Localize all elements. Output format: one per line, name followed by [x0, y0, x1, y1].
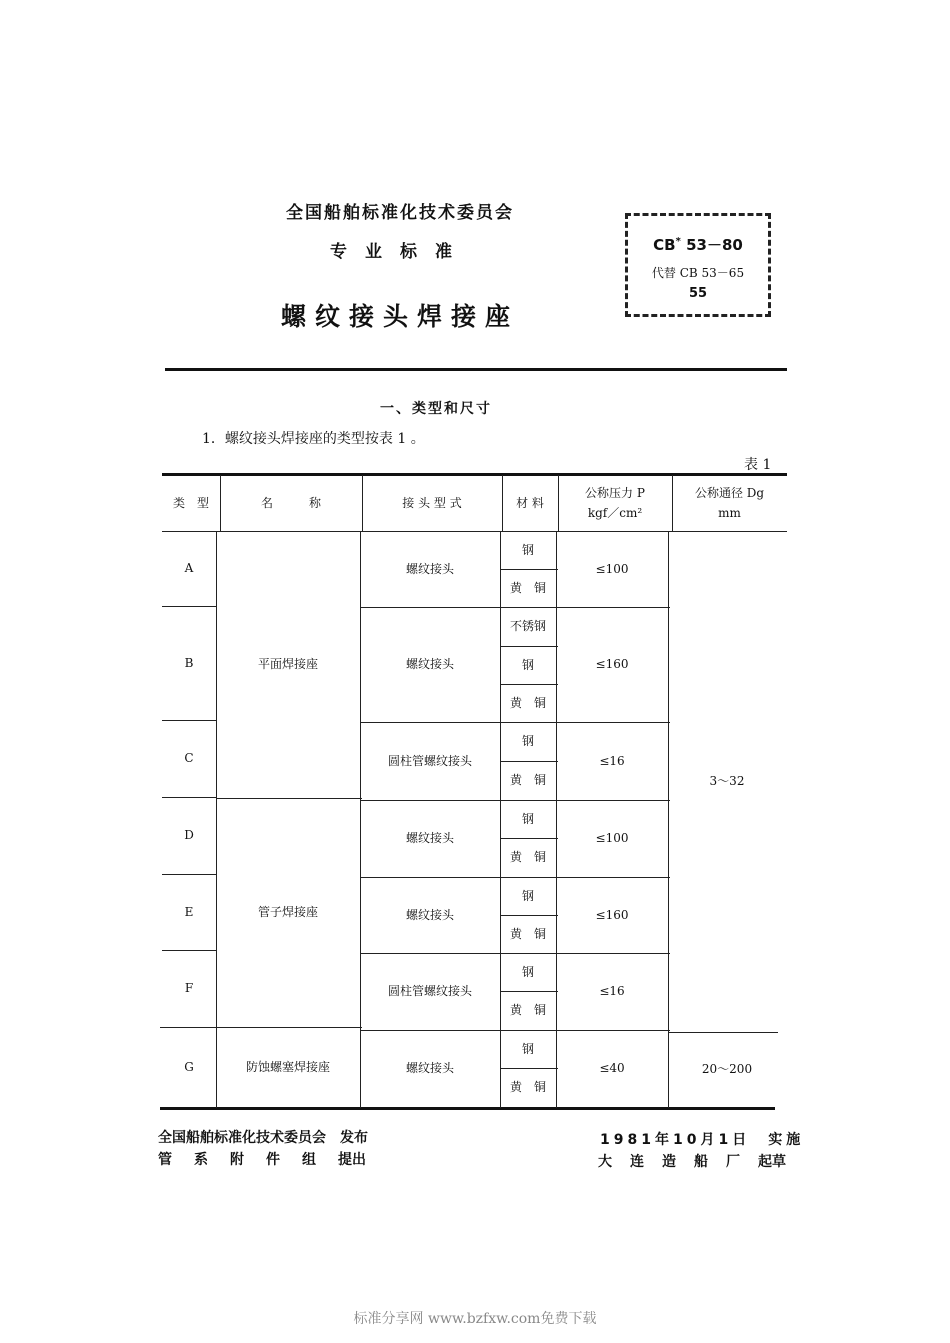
- document-title: 螺纹接头焊接座: [280, 302, 519, 331]
- type-cell: G: [184, 1059, 194, 1074]
- material-cell: 钢: [521, 657, 534, 672]
- header-divider: [165, 368, 787, 371]
- page-number: 55: [688, 286, 708, 301]
- material-cell: 钢: [521, 734, 534, 749]
- material-cell: 黄 铜: [509, 926, 546, 941]
- standard-code: CB* 53－80: [653, 236, 743, 254]
- diameter-cell: 20～200: [701, 1062, 753, 1077]
- standard-number-box: [625, 213, 771, 317]
- effective-date-line: 1981年10月1日 实施: [600, 1132, 805, 1148]
- material-cell: 钢: [521, 1041, 534, 1056]
- name-cell: 防蚀螺塞焊接座: [245, 1059, 330, 1074]
- material-cell: 黄 铜: [509, 1003, 546, 1018]
- material-cell: 黄 铜: [509, 580, 546, 595]
- table-bottom-rule: [160, 1107, 775, 1110]
- pressure-cell: ≤100: [595, 831, 629, 846]
- pressure-cell: ≤40: [599, 1061, 625, 1076]
- type-cell: C: [184, 751, 194, 766]
- table-label: 表 1: [744, 457, 772, 473]
- material-cell: 黄 铜: [509, 695, 546, 710]
- drafter-line: 大连造船厂起草: [598, 1154, 786, 1170]
- material-cell: 钢: [521, 964, 534, 979]
- replaces-note: 代替 CB 53－65: [651, 266, 745, 280]
- joint-cell: 螺纹接头: [405, 657, 454, 672]
- name-cell: 管子焊接座: [257, 905, 318, 920]
- diameter-cell: 3～32: [709, 774, 745, 789]
- header-material: 材 料: [516, 495, 544, 510]
- type-cell: B: [184, 655, 194, 670]
- pressure-cell: ≤160: [595, 657, 629, 672]
- proposer-line: 管系附件组提出: [158, 1152, 366, 1168]
- watermark-text: 标准分享网 www.bzfxw.com免费下载: [353, 1311, 597, 1327]
- material-cell: 不锈钢: [509, 619, 546, 634]
- joint-cell: 圆柱管螺纹接头: [387, 984, 472, 999]
- material-cell: 钢: [521, 811, 534, 826]
- material-cell: 黄 铜: [509, 1080, 546, 1095]
- joint-cell: 螺纹接头: [405, 561, 454, 576]
- pressure-cell: ≤16: [599, 984, 625, 999]
- committee-name: 全国船舶标准化技术委员会: [286, 203, 514, 223]
- pressure-cell: ≤16: [599, 753, 625, 768]
- section-title: 一、类型和尺寸: [380, 401, 492, 417]
- joint-cell: 螺纹接头: [405, 907, 454, 922]
- type-cell: A: [184, 561, 194, 576]
- joint-cell: 圆柱管螺纹接头: [387, 753, 472, 768]
- joint-cell: 螺纹接头: [405, 831, 454, 846]
- material-cell: 黄 铜: [509, 850, 546, 865]
- header-type: 类 型: [172, 495, 209, 510]
- header-diameter: 公称通径 Dg mm: [694, 486, 765, 520]
- pressure-cell: ≤160: [595, 907, 629, 922]
- type-cell: D: [184, 828, 194, 843]
- header-joint-type: 接 头 型 式: [402, 495, 462, 510]
- section-paragraph: 1．螺纹接头焊接座的类型按表 1 。: [202, 431, 425, 447]
- type-cell: E: [184, 904, 194, 919]
- material-cell: 黄 铜: [509, 773, 546, 788]
- pressure-cell: ≤100: [595, 561, 629, 576]
- type-cell: F: [184, 981, 194, 996]
- material-cell: 钢: [521, 542, 534, 557]
- header-pressure: 公称压力 P kgf／cm²: [585, 486, 645, 520]
- material-cell: 钢: [521, 888, 534, 903]
- joint-cell: 螺纹接头: [405, 1061, 454, 1076]
- name-cell: 平面焊接座: [257, 657, 318, 672]
- header-name: 名 称: [260, 495, 321, 510]
- standard-category: 专业标准: [330, 242, 470, 262]
- issuer-line: 全国船舶标准化技术委员会 发布: [158, 1130, 368, 1146]
